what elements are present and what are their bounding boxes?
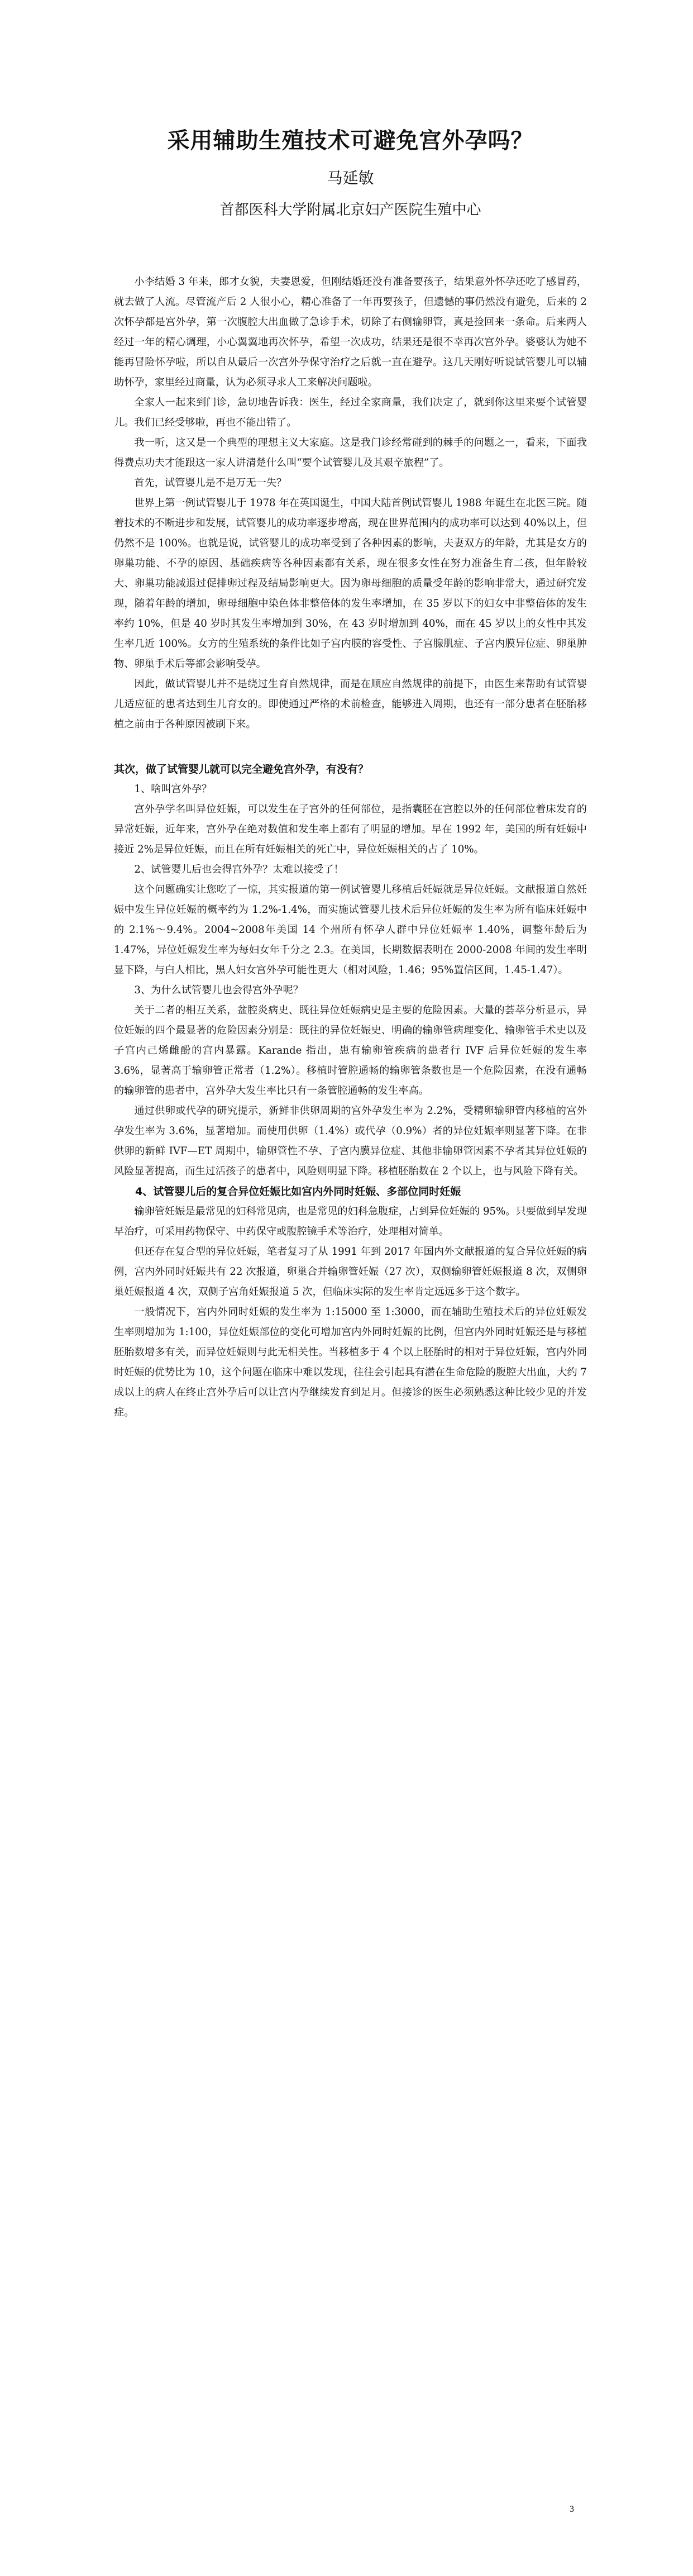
paragraph: 世界上第一例试管婴儿于 1978 年在英国诞生，中国大陆首例试管婴儿 1988 年诞生在北医三院。随着技术的不断进步和发展，试管婴儿的成功率逐步增高，现在世界范围内的成功率可以达到 40%以上，但仍然不是 100%。也就是说，试管婴儿的成功率受到了各种因素的影响，夫妻双方的年龄，尤其是女方的卵巢功能、不孕的原因、基础疾病等各种因素都有关系，现在很多女性在努力准备生育二孩，但年龄较大、卵巢功能减退过促排卵过程及结局影响更大。因为卵母细胞的质量受年龄的影响非常大，通过研究发现，随着年龄的增加，卵母细胞中染色体非整倍体的发生率增加，在 35 岁以下的妇女中非整倍体的发生率约 10%，但是 40 岁时其发生率增加到 30%，在 43 岁时增加到 40%，而在 45 岁以上的女性中其发生率几近 100%。女方的生殖系统的条件比如子宫内膜的容受性、子宫腺肌症、子宫内膜异位症、卵巢肿物、卵巢手术后等都会影响受孕。	[114, 497, 587, 670]
subsection-title-bold: 4、试管婴儿后的复合异位妊娠比如宫内外同时妊娠、多部位同时妊娠	[135, 1185, 461, 1198]
paragraph: 但还存在复合型的异位妊娠，笔者复习了从 1991 年到 2017 年国内外文献报道的复合异位妊娠的病例，宫内外同时妊娠共有 22 次报道，卵巢合并输卵管妊娠（27 次），双侧输卵管妊娠报道 8 次，双侧卵巢妊娠报道 4 次，双侧子宫角妊娠报道 5 次，但临床实际的发生率肯定远远多于这个数字。	[114, 1246, 587, 1298]
page-number: 3	[570, 2504, 574, 2514]
paragraph: 关于二者的相互关系，盆腔炎病史、既往异位妊娠病史是主要的危险因素。大量的荟萃分析显示，异位妊娠的四个最显著的危险因素分别是：既往的异位妊娠史、明确的输卵管病理变化、输卵管手术史以及子宫内己烯雌酚的宫内暴露。Karande 指出，患有输卵管疾病的患者行 IVF 后异位妊娠的发生率 3.6%，显著高于输卵管正常者（1.2%）。移植时管腔通畅的输卵管条数也是一个危险因素，在没有通畅的输卵管的患者中，宫外孕大发生率比只有一条管腔通畅的发生率高。	[114, 1004, 587, 1097]
page-title: 采用辅助生殖技术可避免宫外孕吗？	[167, 127, 534, 154]
intro-section	[114, 272, 587, 735]
section-heading: 其次，做了试管婴儿就可以完全避免宫外孕，有没有？	[114, 763, 369, 775]
paragraph: 一般情况下，宫内外同时妊娠的发生率为 1:15000 至 1:3000，而在辅助生殖技术后的异位妊娠发生率则增加为 1:100，异位妊娠部位的变化可增加宫内外同时妊娠的比例，但宫内外同时妊娠还是与移植胚胎数增多有关，而异位妊娠则与此无相关性。当移植多于 4 个以上胚胎时的相对于异位妊娠，宫内外同时妊娠的优势比为 10，这个问题在临床中难以发现，往往会引起具有潜在生命危险的腹腔大出血，大约 7 成以上的病人在终止宫外孕后可以让宫内孕继续发育到足月。但接诊的医生必须熟悉这种比较少见的并发症。	[114, 1306, 587, 1418]
paragraph: 宫外孕学名叫异位妊娠，可以发生在子宫外的任何部位，是指囊胚在宫腔以外的任何部位着床发育的异常妊娠，近年来，宫外孕在绝对数值和发生率上都有了明显的增加。早在 1992 年，美国的所有妊娠中接近 2%是异位妊娠，而且在所有妊娠相关的死亡中，异位妊娠相关的占了 10%。	[114, 803, 587, 855]
paragraph: 小李结婚 3 年来，郎才女貌，夫妻恩爱，但刚结婚还没有准备要孩子，结果意外怀孕还吃了感冒药，就去做了人流。尽管流产后 2 人很小心，精心准备了一年再要孩子，但遗憾的事仍然没有避免，后来的 2 次怀孕都是宫外孕，第一次腹腔大出血做了急诊手术，切除了右侧输卵管，真是捡回来一条命。后来两人经过一年的精心调理，小心翼翼地再次怀孕，希望一次成功，结果还是很不幸再次宫外孕。婆婆认为她不能再冒险怀孕啦，所以自从最后一次宫外孕保守治疗之后就一直在避孕。这几天刚好听说试管婴儿可以辅助怀孕，家里经过商量，认为必须寻求人工来解决问题啦。	[114, 276, 587, 388]
paragraph: 输卵管妊娠是最常见的妇科常见病，也是常见的妇科急腹症，占到异位妊娠的 95%。只要做到早发现早治疗，可采用药物保守、中药保守或腹腔镜手术等治疗，处理相对简单。	[114, 1206, 587, 1237]
paragraph: 通过供卵或代孕的研究提示，新鲜非供卵周期的宫外孕发生率为 2.2%，受精卵输卵管内移植的宫外孕发生率为 3.6%，显著增加。而使用供卵（1.4%）或代孕（0.9%）者的异位妊娠率则显著下降。在非供卵的新鲜 IVF—ET 周期中，输卵管性不孕、子宫内膜异位症、其他非输卵管因素不孕者其异位妊娠的风险显著提高，而生过活孩子的患者中，风险则明显下降。移植胚胎数在 2 个以上，也与风险下降有关。	[114, 1105, 587, 1177]
author-name: 马延敏	[327, 169, 374, 187]
paragraph: 我一听，这又是一个典型的理想主义大家庭。这是我门诊经常碰到的棘手的问题之一，看来，下面我得费点功夫才能跟这一家人讲清楚什么叫“要个试管婴儿及其艰辛旅程”了。	[114, 437, 587, 469]
paragraph: 全家人一起来到门诊，急切地告诉我：医生，经过全家商量，我们决定了，就到你这里来要个试管婴儿。我们已经受够啦，再也不能出错了。	[114, 397, 587, 428]
author-affiliation: 首都医科大学附属北京妇产医院生殖中心	[219, 202, 481, 218]
subsection-title: 3、为什么试管婴儿也会得宫外孕呢？	[134, 984, 303, 996]
subsection-title: 1、啥叫宫外孕？	[134, 783, 212, 795]
paragraph: 首先，试管婴儿是不是万无一失？	[134, 477, 287, 489]
paragraph: 这个问题确实让您吃了一惊，其实报道的第一例试管婴儿移植后妊娠就是异位妊娠。文献报道自然妊娠中发生异位妊娠的概率约为 1.2%-1.4%，而实施试管婴儿技术后异位妊娠的发生率为所有临床妊娠中的 2.1%～9.4%。2004~2008年美国 14 个州所有怀孕人群中异位妊娠率 1.40%，调整年龄后为 1.47%，异位妊娠发生率为每妇女年千分之 2.3。在美国，长期数据表明在 2000-2008 年间的发生率明显下降，与白人相比，黑人妇女宫外孕可能性更大（相对风险，1.46；95%置信区间，1.45-1.47）。	[114, 884, 587, 976]
q2-section	[114, 759, 587, 1423]
paragraph: 因此，做试管婴儿并不是绕过生育自然规律，而是在顺应自然规律的前提下，由医生来帮助有试管婴儿适应征的患者达到生儿育女的。即使通过严格的术前检查，能够进入周期，也还有一部分患者在胚胎移植之前由于各种原因被刷下来。	[114, 678, 587, 730]
subsection-title: 2、试管婴儿后也会得宫外孕？太难以接受了！	[134, 864, 344, 875]
